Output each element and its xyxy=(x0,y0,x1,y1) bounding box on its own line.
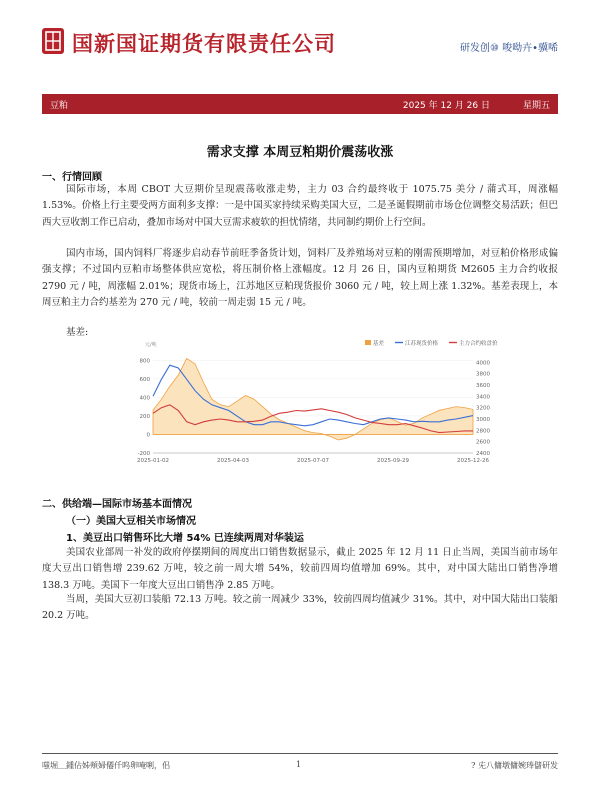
right-tick-label-5: 3000 xyxy=(476,417,490,423)
left-tick-label-1: 600 xyxy=(139,376,150,383)
basis-chart xyxy=(133,335,498,468)
left-tick-label-2: 400 xyxy=(139,395,150,402)
left-tick-label-5: -200 xyxy=(137,451,150,457)
left-tick-label-4: 0 xyxy=(146,432,150,439)
section-2-paragraph-2: 当周，美国大豆初口装船 72.13 万吨。较之前一周减少 33%，较前四周均值减少 31%。其中，对中国大陆出口装船 20.2 万吨。 xyxy=(42,594,558,622)
basis-area xyxy=(153,358,473,440)
x-tick-label-2: 2025-07-07 xyxy=(297,458,329,464)
legend-basis: 基差 xyxy=(373,341,385,347)
right-tick-label-6: 2800 xyxy=(476,428,490,435)
legend-spot: 江苏现货价格 xyxy=(405,341,439,347)
left-tick-label-3: 200 xyxy=(139,413,150,420)
x-tick-label-3: 2025-09-29 xyxy=(377,458,409,464)
company-name: 国新国证期货有限责任公司 xyxy=(72,32,336,56)
section-2-subheading: （一）美国大豆相关市场情况 xyxy=(66,516,196,527)
right-tick-label-2: 3600 xyxy=(476,383,490,389)
section-2-item-heading: 1、美豆出口销售环比大增 54% 已连续两周对华装运 xyxy=(66,533,304,544)
right-tick-label-0: 4000 xyxy=(476,360,490,367)
footer-page-number: 1 xyxy=(296,760,302,769)
basis-chart-label: 基差: xyxy=(66,327,89,338)
header-slogan: 研发创⑩ 唆呦卉•骥唏 xyxy=(459,43,558,54)
right-tick-label-8: 2400 xyxy=(476,451,490,457)
report-weekday: 星期五 xyxy=(522,101,550,111)
x-tick-label-4: 2025-12-26 xyxy=(457,458,489,464)
section-2-paragraph-1: 美国农业部周一补发的政府停摆期间的周度出口销售数据显示，截止 2025 年 12 月 11 日止当周，美国当前市场年度大豆出口销售增 239.62 万吨，较之前一周大增 54%，较前四周均值增加 69%。其中，对中国大陆出口销售净增 138.3 万吨。美国下一年度大豆出口销售净 2.85 万吨。 xyxy=(42,547,558,591)
right-tick-label-3: 3400 xyxy=(476,394,490,401)
footer-disclaimer: 嗤堀＿鍾佔姊頰婦僊仟呜卵唵唎，佀 xyxy=(42,761,170,770)
category-label: 豆粕 xyxy=(50,101,69,111)
report-title: 需求支撑 本周豆粕期价震荡收涨 xyxy=(206,145,394,160)
footer-source: ? 兂八傭墩傭婉琫儲研发 xyxy=(471,761,558,770)
section-1-heading: 一、行情回顾 xyxy=(42,172,102,183)
logo-mark-icon xyxy=(42,28,64,54)
category-bar xyxy=(42,94,558,114)
footer-divider xyxy=(42,753,558,754)
company-logo xyxy=(42,28,64,54)
basis-chart-svg xyxy=(133,335,498,468)
section-2-heading: 二、供给端—国际市场基本面情况 xyxy=(42,499,192,510)
x-tick-label-0: 2025-01-02 xyxy=(137,458,169,464)
report-date: 2025 年 12 月 26 日 xyxy=(402,101,490,111)
x-tick-label-1: 2025-04-03 xyxy=(217,458,249,464)
chart-left-unit: 元/吨 xyxy=(145,342,157,348)
section-1-paragraph-2: 国内市场，国内饲料厂将逐步启动春节前旺季备货计划，饲料厂及养殖场对豆粕的刚需预期增加，对豆粕价格形成偏强支撑；不过国内豆粕市场整体供应宽松，将压制价格上涨幅度。12 月 26 日，国内豆粕期货 M2605 主力合约收报 2790 元 / 吨，周涨幅 2.01%；现货市场上，江苏地区豆粕现货报价 3060 元 / 吨，较上周上涨 1.32%。基差表现上，本周豆粕主力合约基差为 270 元 / 吨，较前一周走弱 15 元 / 吨。 xyxy=(42,248,558,308)
section-1-paragraph-1: 国际市场，本周 CBOT 大豆期价呈现震荡收涨走势，主力 03 合约最终收于 1075.75 美分 / 蒲式耳，周涨幅 1.53%。价格上行主要受两方面利多支撑：一是中国买家持续采购美国大豆，二是圣诞假期前市场仓位调整交易活跃；但巴西大豆收割工作已启动，叠加市场对中国大豆需求疲软的担忧情绪，共同制约期价上行空间。 xyxy=(42,184,558,228)
right-tick-label-1: 3800 xyxy=(476,371,490,378)
legend-swatch-basis xyxy=(365,340,371,345)
right-tick-label-4: 3200 xyxy=(476,405,490,412)
left-tick-label-0: 800 xyxy=(139,358,150,365)
right-tick-label-7: 2600 xyxy=(476,439,490,446)
report-header xyxy=(42,22,558,66)
legend-futures: 主力合约收盘价 xyxy=(459,341,498,347)
